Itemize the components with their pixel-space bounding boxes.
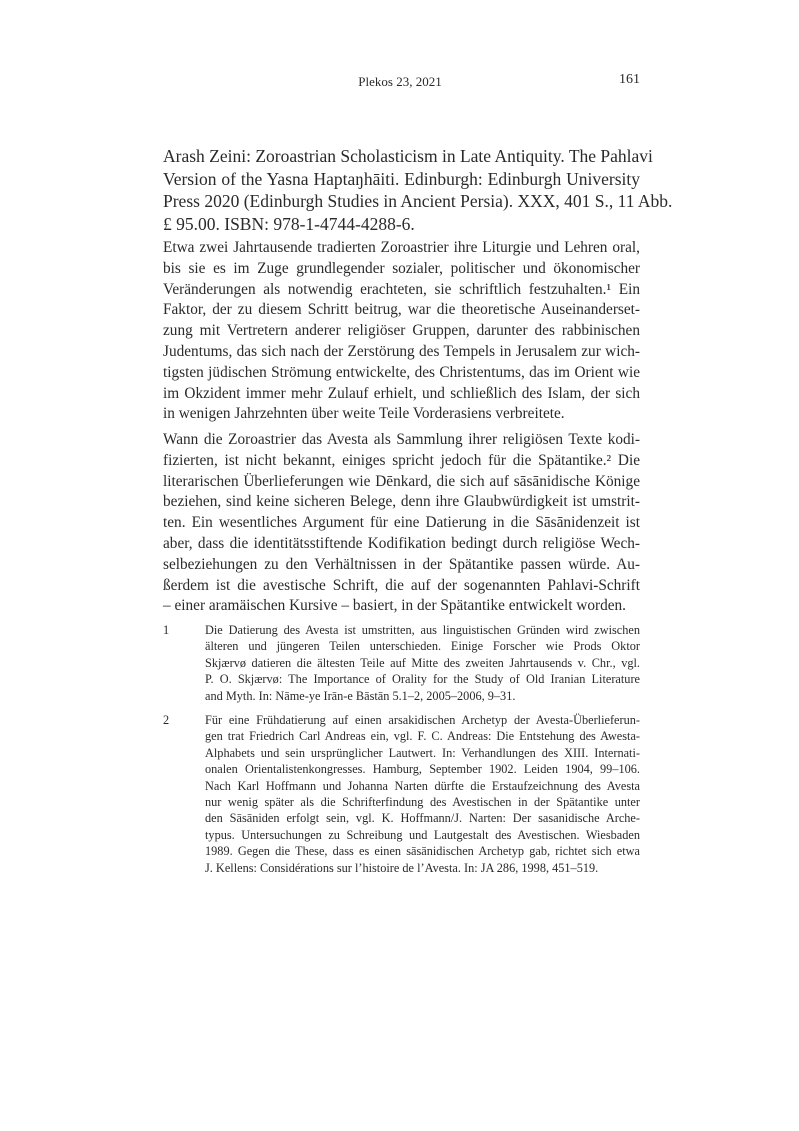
footnote-1: [163, 622, 640, 704]
text-line: fizierten, ist nicht bekannt, einiges spricht jedoch für die Spätantike.² Die: [163, 451, 640, 469]
text-line: Veränderungen als notwendig erachteten, sie schriftlich festzuhalten.¹ Ein: [163, 280, 640, 298]
text-line: literarischen Überlieferungen wie Dēnkard, die sich auf sāsānidische Könige: [163, 472, 640, 490]
text-line: aber, dass die identitätsstiftende Kodifikation bedingt durch religiöse Wech-: [163, 534, 640, 552]
paragraph-2: [163, 430, 640, 617]
footnote-number: 2: [163, 713, 170, 727]
title-line: £ 95.00. ISBN: 978-1-4744-4288-6.: [163, 213, 415, 234]
text-line: ten. Ein wesentliches Argument für eine Datierung in die Sāsānidenzeit ist: [163, 514, 640, 532]
footnote-number: 1: [163, 623, 170, 637]
text-line: – einer aramäischen Kursive – basiert, in der Spätantike entwickelt worden.: [163, 597, 626, 615]
running-head: Plekos 23, 2021: [358, 74, 442, 89]
text-line: Etwa zwei Jahrtausende tradierten Zoroastrier ihre Liturgie und Lehren oral,: [163, 239, 640, 256]
text-line: tigsten jüdischen Strömung entwickelte, des Christentums, das im Orient wie: [163, 363, 640, 381]
text-line: bis sie es im Zuge grundlegender sozialer, politischer und ökonomischer: [163, 259, 640, 277]
footnote-line: nur wenig später als die Schrifterfindung des Avestischen in der Spätantike unter: [205, 795, 640, 810]
review-title: [163, 145, 673, 235]
footnote-line: Die Datierung des Avesta ist umstritten, aus linguistischen Gründen wird zwischen: [205, 623, 640, 637]
footnote-line: 1989. Gegen die These, dass es einen sāsānidischen Archetyp gab, richtet sich etwa: [205, 844, 640, 859]
title-line: Press 2020 (Edinburgh Studies in Ancient Persia). XXX, 401 S., 11 Abb.: [163, 191, 673, 211]
text-line: zung mit Vertretern anderer religiöser Gruppen, darunter des rabbinischen: [163, 322, 640, 340]
text-line: Judentums, das sich nach der Zerstörung des Tempels in Jerusalem zur wich-: [163, 342, 640, 360]
footnote-line: gen trat Friedrich Carl Andreas ein, vgl. F. C. Andreas: Die Entstehung des Awesta-: [205, 729, 640, 744]
footnote-line: älteren und jüngeren Teilen unterschieden. Einige Forscher wie Prods Oktor: [205, 639, 640, 654]
footnote-line: den Sāsāniden erfolgt sein, vgl. K. Hoffmann/J. Narten: Der sasanidische Arche-: [205, 811, 640, 826]
text-line: selbeziehungen zu den Verhältnissen in der Spätantike passen würde. Au-: [163, 555, 640, 573]
text-line: ßerdem ist die avestische Schrift, die auf der sogenannten Pahlavi-Schrift: [163, 576, 640, 594]
text-line: Faktor, der zu diesem Schritt beitrug, war die theoretische Auseinanderset-: [163, 301, 640, 319]
footnote-line: P. O. Skjærvø: The Importance of Orality for the Study of Old Iranian Literature: [205, 672, 640, 687]
footnote-text: [205, 712, 640, 876]
footnote-2: [163, 712, 640, 876]
page-number: 161: [619, 72, 640, 87]
footnote-line: and Myth. In: Nāme-ye Irān-e Bāstān 5.1–2, 2005–2006, 9–31.: [205, 688, 516, 703]
footnote-line: J. Kellens: Considérations sur l’histoire de l’Avesta. In: JA 286, 1998, 451–519.: [205, 860, 599, 875]
text-line: in wenigen Jahrzehnten über weite Teile Vorderasiens verbreitete.: [163, 405, 565, 423]
text-line: Wann die Zoroastrier das Avesta als Sammlung ihrer religiösen Texte kodi-: [163, 431, 640, 448]
footnote-line: typus. Untersuchungen zu Schreibung und Lautgestalt des Avestischen. Wiesbaden: [205, 827, 640, 842]
footnote-text: [205, 622, 640, 704]
footnote-line: Skjærvø datieren die ältesten Teile auf Mitte des zweiten Jahrtausends v. Chr., vgl.: [205, 655, 640, 670]
footnote-line: Für eine Frühdatierung auf einen arsakidischen Archetyp der Avesta-Überlieferun-: [205, 713, 640, 727]
paragraph-1: [163, 238, 640, 425]
text-line: beziehen, sind keine sicheren Belege, denn ihre Glaubwürdigkeit ist umstrit-: [163, 493, 640, 511]
footnote-line: Alphabets und sein ursprünglicher Lautwert. In: Verhandlungen des XIII. Internati-: [205, 745, 640, 760]
title-line: Version of the Yasna Haptaŋhāiti. Edinburgh: Edinburgh University: [163, 168, 640, 189]
text-line: im Okzident immer mehr Zulauf erhielt, und schließlich des Islam, der sich: [163, 384, 640, 402]
footnote-line: onalen Orientalistenkongresses. Hamburg, September 1902. Leiden 1904, 99–106.: [205, 762, 640, 777]
title-line: Arash Zeini: Zoroastrian Scholasticism in Late Antiquity. The Pahlavi: [163, 146, 653, 166]
footnote-line: Nach Karl Hoffmann und Johanna Narten dürfte die Erstaufzeichnung des Avesta: [205, 778, 640, 793]
